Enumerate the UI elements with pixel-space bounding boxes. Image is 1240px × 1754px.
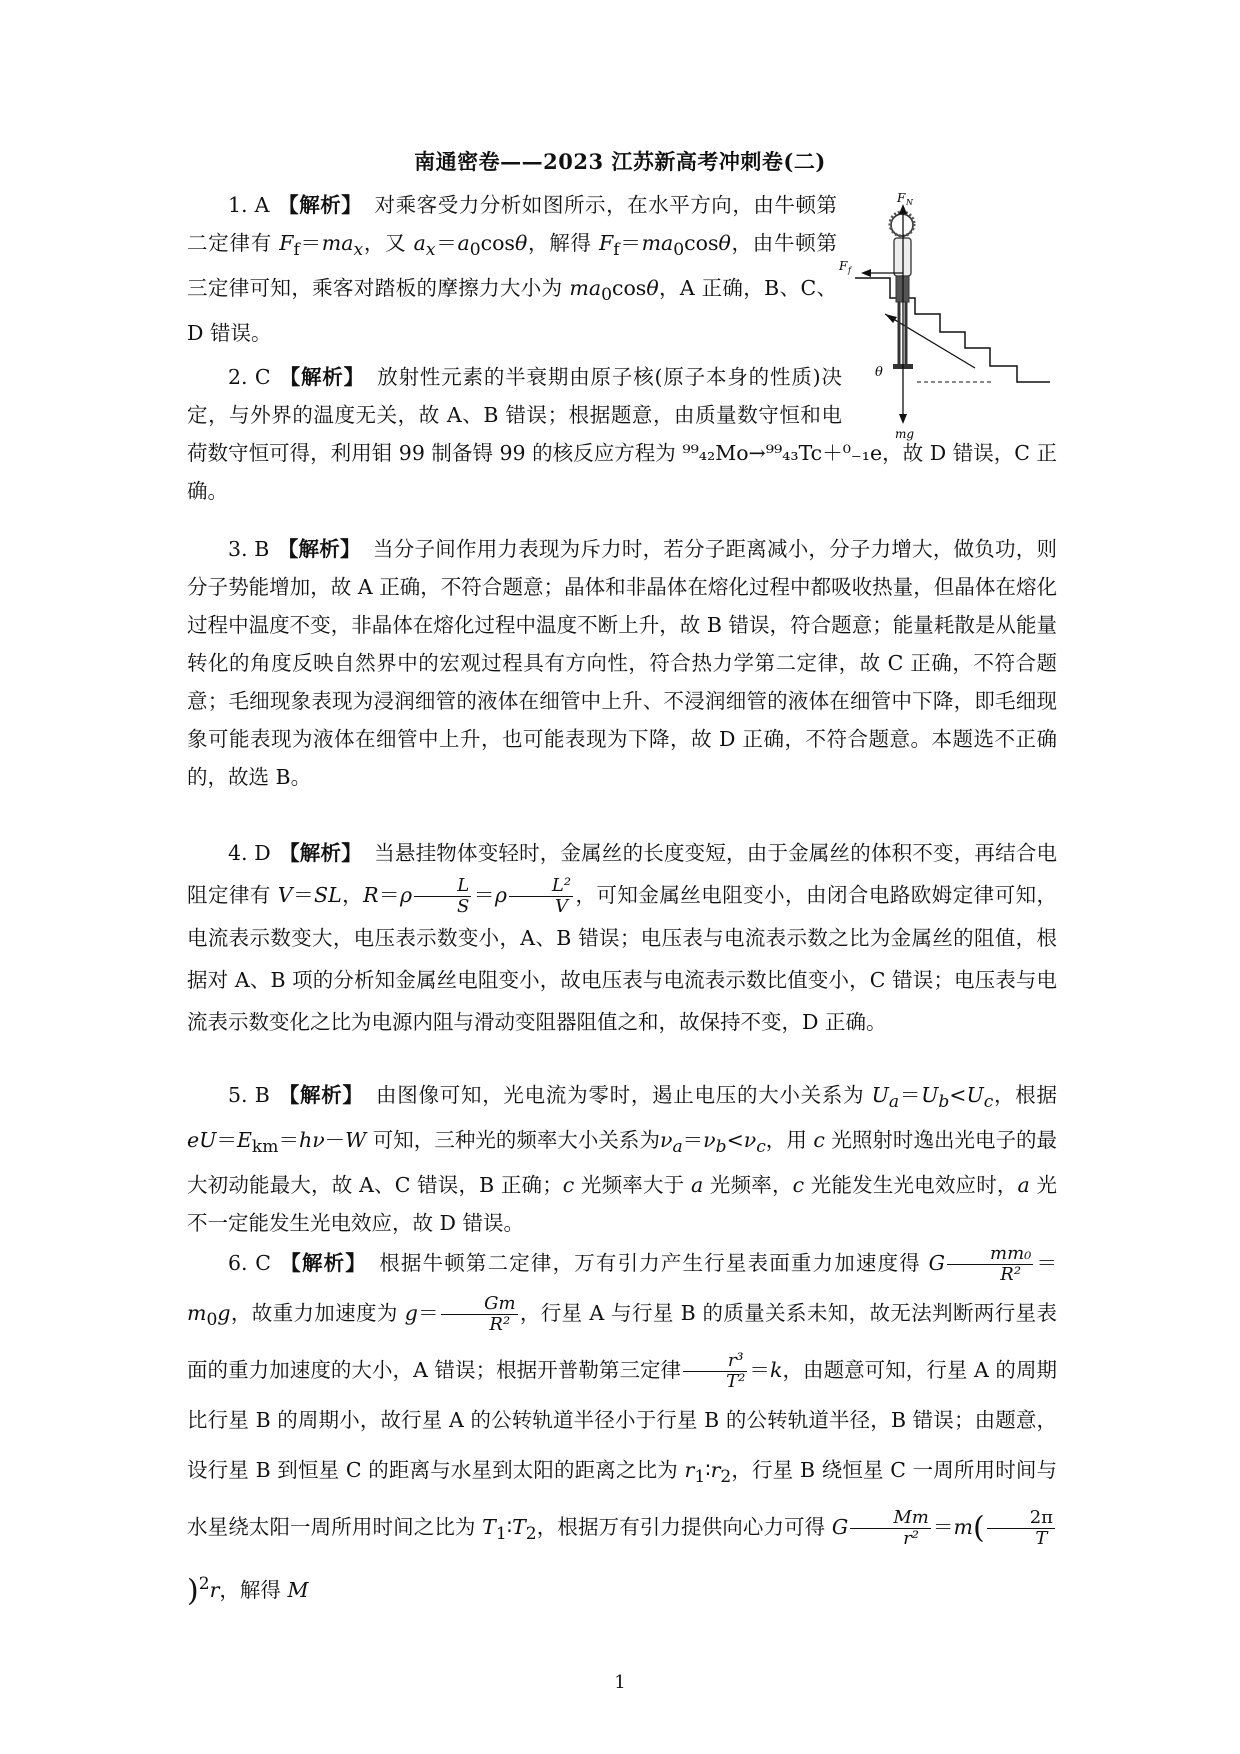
page-number: 1 [614,1672,626,1693]
answer-3: 3. B 【解析】 当分子间作用力表现为斥力时，若分子距离减小，分子力增大，做负功，则分子势能增加，故 A 正确，不符合题意；晶体和非晶体在熔化过程中都吸收热量，但晶体在熔化过程中温度不变，非晶体在熔化过程中温度不断上升，故 B 错误，符合题意；能量耗散是从能量转化的角度反映自然界中的宏观过程具有方向性，符合热力学第二定律，故 C 正确，不符合题意；毛细现象表现为浸润细管的液体在细管中上升、不浸润细管的液体在细管中下降，即毛细现象可能表现为液体在细管中上升，也可能表现为下降，故 D 正确，不符合题意。本题选不正确的，故选 B。 [187,537,1058,789]
answer-4: 4. D 【解析】 当悬挂物体变轻时，金属丝的长度变短，由于金属丝的体积不变，再结合电阻定律有 V＝SL，R＝ρ $\frac{L}{S}$ ＝ρ $\frac{\text{L²}}{V}$ ，可知金属丝电阻变小，由闭合电路欧姆定律可知，电流表示数变大，电压表示数变小，A、B 错误；电压表与电流表示数之比为金属丝的阻值，根据对 A、B 项的分析知金属丝电阻变小，故电压表与电流表示数比值变小，C 错误；电压表与电流表示数变化之比为电源内阻与滑动变阻器阻值之和，故保持不变，D 正确。 [187,841,1058,1034]
gravity-label: mg [895,427,915,441]
theta-label: θ [875,365,883,380]
normal-force-label: F [897,191,906,205]
friction-arrowhead [861,269,871,277]
q2-wrap-spacer [187,358,837,434]
figure-float-spacer [842,358,1057,434]
answer-2: 2. C 【解析】 放射性元素的半衰期由原子核(原子本身的性质)决定，与外界的温度无关，故 A、B 错误；根据题意，由质量数守恒和电荷数守恒可得，利用钼 99 制备锝 99 的核反应方程为 ⁹⁹₄₂Mo→⁹⁹₄₃Tc＋⁰₋₁e，故 D 错误，C 正确。 [187,358,1057,510]
normal-force-sub: N [906,198,913,207]
fraction-mm0-over-R2: $\frac{\text{mm₀}}{\text{R²}}$ [947,1244,1033,1285]
answer-1: 1. A 【解析】 对乘客受力分析如图所示，在水平方向，由牛顿第二定律有 $F_f=ma_x$，又 $a_x=a_0\cos\theta$，解得 $F_f=ma_0\cos\theta$，由牛顿第三定律可知，乘客对踏板的摩擦力大小为 $ma_0\cos\theta$，A 正确，B、C、D 错误。 [187,193,838,346]
passenger-figure [890,212,914,369]
fraction-Gm-over-R2: $\frac{Gm}{\text{R²}}$ [441,1294,517,1335]
fraction-Mm-over-r2: $\frac{Mm}{\text{r²}}$ [850,1508,931,1549]
fraction-L2-over-V: $\frac{\text{L²}}{V}$ [509,876,573,917]
fraction-L-over-S: $\frac{L}{S}$ [414,876,471,917]
fraction-2pi-over-T: $\frac{2\pi}{T}$ [987,1508,1055,1549]
answer-6: 6. C 【解析】 根据牛顿第二定律，万有引力产生行星表面重力加速度得 G $\frac{\text{mm₀}}{\text{R²}}$ $=m_0g$，故重力加速度为 g＝ $\frac{Gm}{\text{R²}}$ ，行星 A 与行星 B 的质量关系未知，故无法判断两行星表面的重力加速度的大小，A 错误；根据开普勒第三定律 $\frac{\text{r³}}{\text{T²}}$ ＝k，由题意可知，行星 A 的周期比行星 B 的周期小，故行星 A 的公转轨道半径小于行星 B 的公转轨道半径，B 错误；由题意，设行星 B 到恒星 C 的距离与水星到太阳的距离之比为 $r_1∶r_2$，行星 B 绕恒星 C 一周所用时间与水星绕太阳一周所用时间之比为 $T_1∶T_2$，根据万有引力提供向心力可得 G $\frac{Mm}{\text{r²}}$ ＝m( $\frac{2\pi}{T}$ )$^2$r，解得 M [187,1243,1058,1609]
page-title: 南通密卷——2023 江苏新高考冲刺卷(二) [414,149,826,174]
friction-label: F [839,259,848,273]
answer-5: 5. B 【解析】 由图像可知，光电流为零时，遏止电压的大小关系为 $U_a=U_b<U_c$，根据 $eU=E_{km}=h\nu-W$ 可知，三种光的频率大小关系为$\nu_a=\nu_b<\nu_c$，用 c 光照射时逸出光电子的最大初动能最大，故 A、C 错误，B 正确；c 光频率大于 a 光频率，c 光能发生光电效应时，a 光不一定能发生光电效应，故 D 错误。 [187,1083,1058,1236]
friction-sub: f [848,266,851,275]
incline-arrowhead [885,314,897,323]
fraction-r3-over-T2: $\frac{\text{r³}}{\text{T²}}$ [683,1351,747,1392]
